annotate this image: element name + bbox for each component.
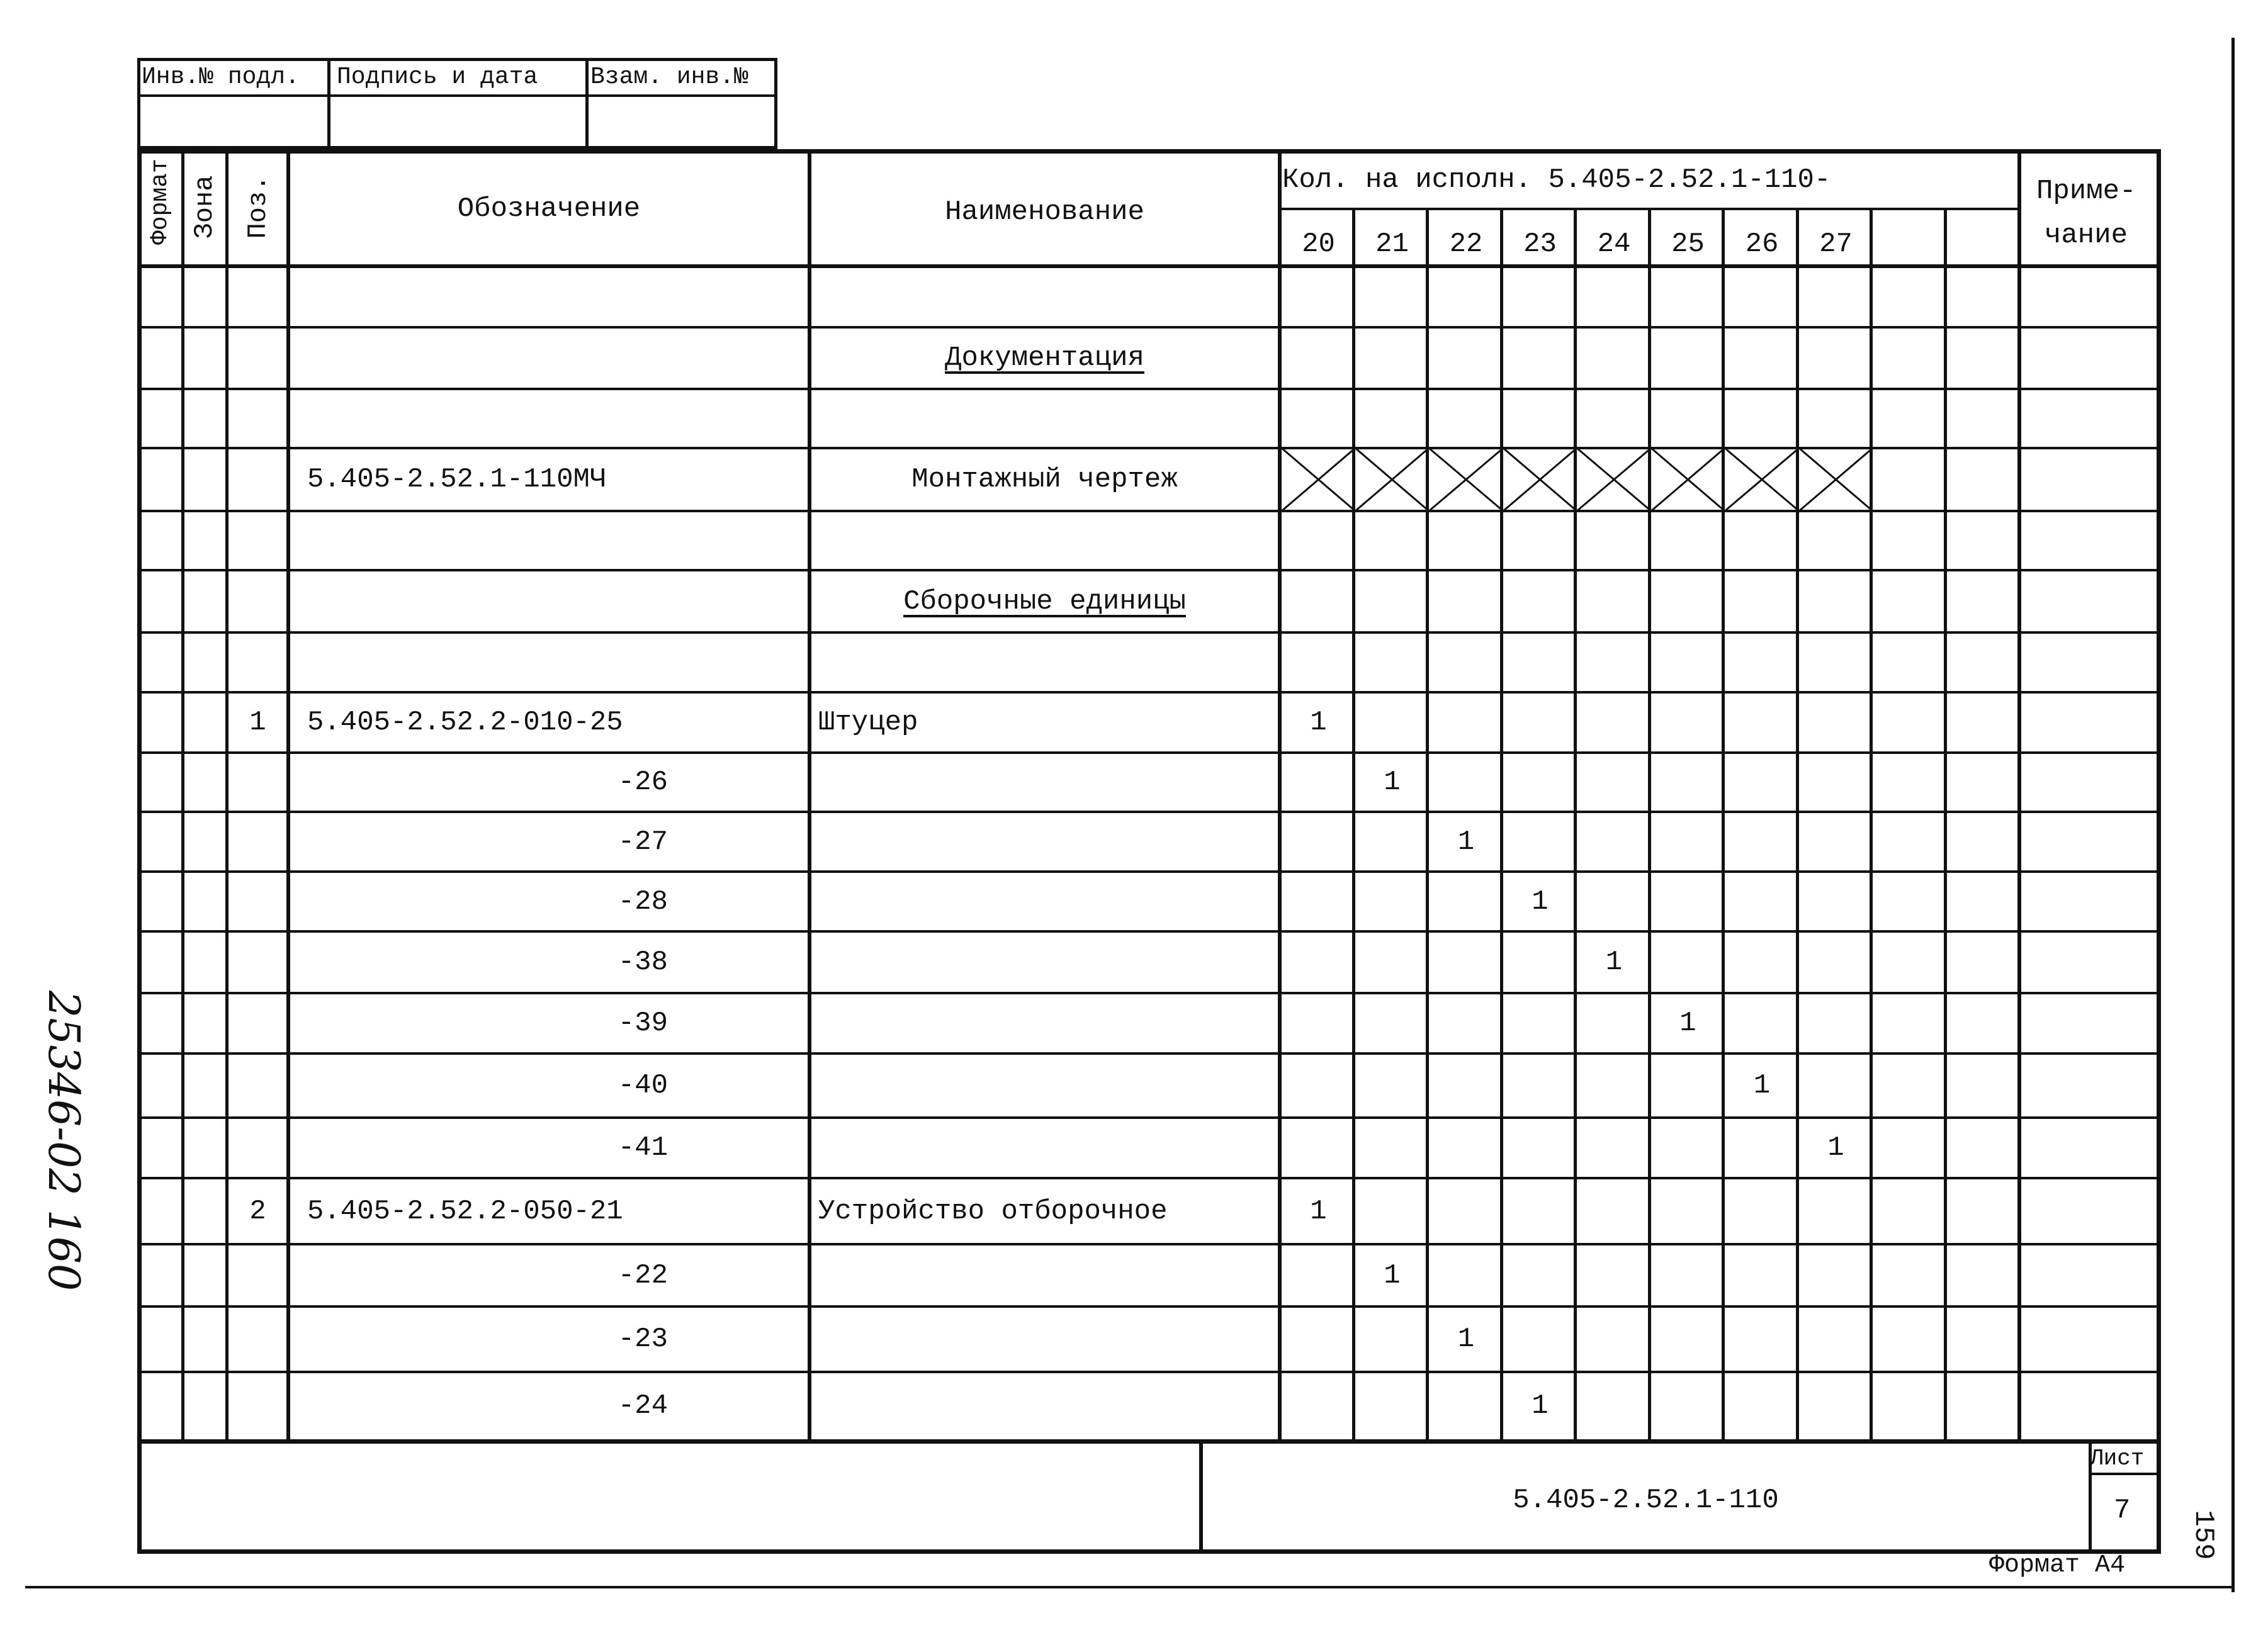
row-oboznachenie: 5.405-2.52.2-010-25 (307, 707, 623, 738)
row-poz: 1 (249, 707, 266, 738)
variant-col-5: 24 (1597, 228, 1631, 260)
list-label: Лист (2090, 1446, 2145, 1471)
variant-col-7: 26 (1745, 228, 1779, 260)
row-qty-22: 1 (1457, 1323, 1475, 1355)
variant-col-6: 25 (1671, 228, 1705, 260)
row-oboznachenie: -22 (618, 1259, 668, 1291)
handwritten-side-number: 25346-02 160 (38, 991, 88, 1291)
row-qty-25: 1 (1679, 1008, 1696, 1039)
header-poz: Поз. (243, 175, 273, 239)
header-primechanie-1: Приме- (2036, 176, 2136, 207)
row-qty-23: 1 (1532, 1390, 1549, 1422)
row-naimenovanie: Штуцер (818, 707, 918, 738)
row-qty-26: 1 (1753, 1070, 1771, 1101)
header-oboznachenie: Обозначение (457, 193, 641, 225)
row-qty-27: 1 (1827, 1132, 1844, 1164)
doc-number: 5.405-2.52.1-110 (1513, 1485, 1779, 1516)
row-naimenovanie: Монтажный чертеж (911, 464, 1178, 495)
row-qty-24: 1 (1605, 947, 1623, 978)
row-oboznachenie: -28 (618, 885, 668, 918)
row-oboznachenie: 5.405-2.52.1-110МЧ (307, 464, 607, 495)
header-primechanie-2: чание (2045, 220, 2128, 251)
row-oboznachenie: 5.405-2.52.2-050-21 (307, 1195, 623, 1227)
page-side-number: 159 (2187, 1510, 2219, 1560)
stamp-inv-podl: Инв.№ подл. (142, 64, 300, 91)
header-naimenovanie: Наименование (945, 196, 1144, 228)
stamp-podpis-data: Подпись и дата (337, 64, 538, 91)
row-oboznachenie: -26 (618, 767, 668, 798)
variant-col-3: 22 (1449, 228, 1483, 260)
row-oboznachenie: -23 (618, 1323, 668, 1355)
row-oboznachenie: -38 (618, 947, 668, 978)
format-label: Формат А4 (1989, 1551, 2126, 1580)
variant-col-2: 21 (1375, 228, 1409, 260)
row-section-title: Сборочные единицы (903, 585, 1186, 617)
row-poz: 2 (249, 1195, 266, 1227)
header-format: Формат (147, 159, 174, 245)
row-qty-20: 1 (1310, 1195, 1327, 1227)
row-section-title: Документация (945, 342, 1144, 374)
header-zona: Зона (189, 175, 220, 239)
row-naimenovanie: Устройство отборочное (818, 1195, 1168, 1227)
stamp-vzam-inv: Взам. инв.№ (590, 64, 748, 91)
row-qty-21: 1 (1384, 1259, 1401, 1291)
row-oboznachenie: -39 (618, 1008, 668, 1039)
list-number: 7 (2114, 1495, 2131, 1526)
row-qty-21: 1 (1384, 767, 1401, 798)
row-qty-22: 1 (1457, 826, 1475, 858)
row-oboznachenie: -24 (618, 1390, 668, 1422)
row-oboznachenie: -27 (618, 826, 668, 858)
variant-col-4: 23 (1523, 228, 1557, 260)
row-qty-20: 1 (1310, 707, 1327, 738)
row-oboznachenie: -40 (618, 1070, 668, 1101)
row-oboznachenie: -41 (618, 1132, 668, 1164)
header-kol-label: Кол. на исполн. 5.405-2.52.1-110- (1282, 164, 1831, 196)
variant-col-8: 27 (1819, 228, 1853, 260)
variant-col-1: 20 (1302, 228, 1335, 260)
row-qty-23: 1 (1532, 885, 1549, 918)
